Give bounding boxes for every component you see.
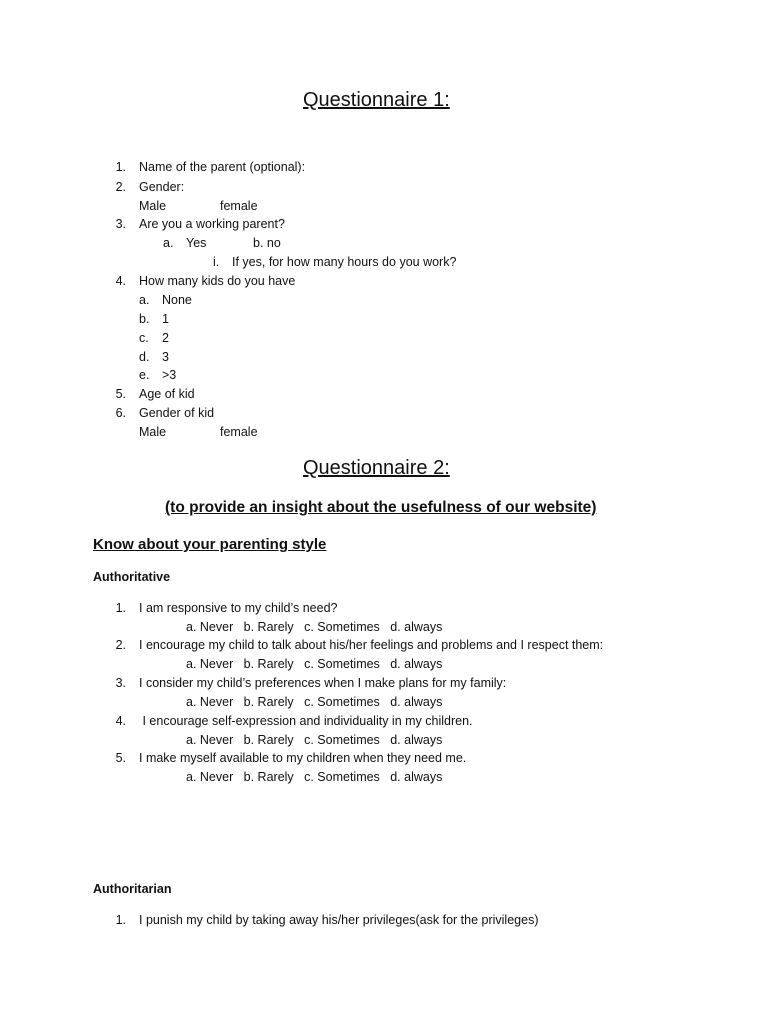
option-letter: e. [139, 368, 150, 382]
sub-question-number: i. [213, 255, 220, 269]
kid-gender-option-male: Male [139, 425, 167, 439]
questionnaire-2-subtitle: (to provide an insight about the usefulness of our website) [165, 499, 597, 516]
question-text: Gender: [139, 180, 185, 194]
gender-option-female: female [220, 199, 258, 213]
question-text: Age of kid [139, 387, 195, 401]
question-text: Name of the parent (optional): [139, 160, 306, 174]
sub-question-text: If yes, for how many hours do you work? [232, 255, 457, 269]
questionnaire-2-title: Questionnaire 2: [303, 457, 450, 479]
list-number: 4. [115, 714, 126, 728]
question-text: How many kids do you have [139, 274, 296, 288]
question-text: I encourage my child to talk about his/her feelings and problems and I respect them: [139, 638, 604, 652]
answer-options: a. Never b. Rarely c. Sometimes d. always [186, 620, 443, 634]
list-number: 2. [115, 180, 126, 194]
kids-option: >3 [162, 368, 177, 382]
answer-options: a. Never b. Rarely c. Sometimes d. always [186, 657, 443, 671]
question-text: I make myself available to my children when they need me. [139, 751, 467, 765]
questionnaire-1-title: Questionnaire 1: [303, 89, 450, 111]
authoritative-heading: Authoritative [93, 570, 171, 584]
list-number: 2. [115, 638, 126, 652]
gender-option-male: Male [139, 199, 167, 213]
working-option-no: b. no [253, 236, 281, 250]
list-number: 6. [115, 406, 126, 420]
option-letter: a. [139, 293, 150, 307]
question-text: Gender of kid [139, 406, 215, 420]
list-number: 5. [115, 387, 126, 401]
working-option-yes: Yes [186, 236, 207, 250]
kid-gender-option-female: female [220, 425, 258, 439]
question-text: I encourage self-expression and individuality in my children. [139, 714, 473, 728]
question-text: I am responsive to my child’s need? [139, 601, 338, 615]
authoritarian-heading: Authoritarian [93, 882, 172, 896]
option-letter: b. [139, 312, 150, 326]
option-letter: d. [139, 350, 150, 364]
answer-options: a. Never b. Rarely c. Sometimes d. always [186, 733, 443, 747]
list-number: 4. [115, 274, 126, 288]
list-number: 1. [115, 601, 126, 615]
kids-option: None [162, 293, 192, 307]
list-number: 3. [115, 217, 126, 231]
list-number: 5. [115, 751, 126, 765]
kids-option: 2 [162, 331, 169, 345]
option-letter: c. [139, 331, 149, 345]
section-title: Know about your parenting style [93, 536, 327, 553]
list-number: 3. [115, 676, 126, 690]
option-letter: a. [163, 236, 174, 250]
answer-options: a. Never b. Rarely c. Sometimes d. always [186, 770, 443, 784]
question-text: Are you a working parent? [139, 217, 285, 231]
kids-option: 1 [162, 312, 169, 326]
list-number: 1. [115, 160, 126, 174]
answer-options: a. Never b. Rarely c. Sometimes d. always [186, 695, 443, 709]
kids-option: 3 [162, 350, 169, 364]
question-text: I consider my child’s preferences when I make plans for my family: [139, 676, 507, 690]
question-text: I punish my child by taking away his/her privileges(ask for the privileges) [139, 913, 539, 927]
list-number: 1. [115, 913, 126, 927]
